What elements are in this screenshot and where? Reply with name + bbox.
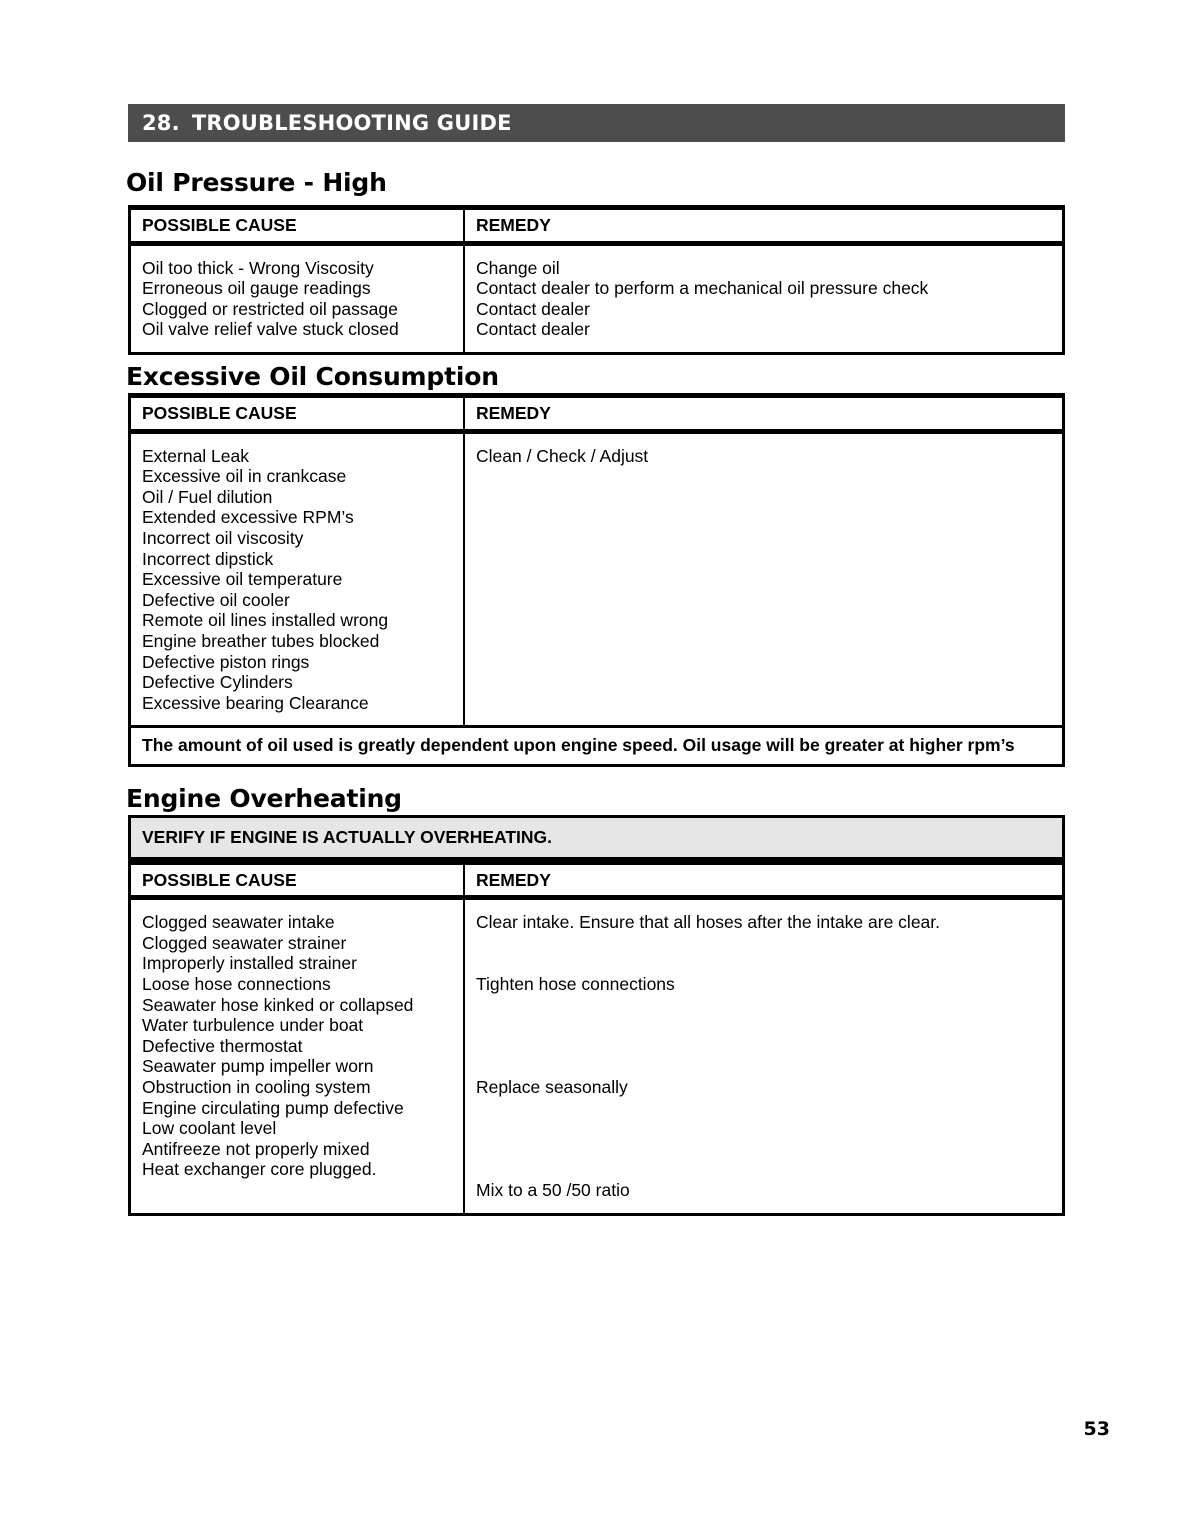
chapter-title: TROUBLESHOOTING GUIDE [191, 111, 512, 135]
list-item: Clogged or restricted oil passage [142, 298, 398, 319]
spacer [476, 1036, 1052, 1057]
list-item: Defective piston rings [142, 651, 310, 672]
section-heading-excessive-oil-consumption: Excessive Oil Consumption [126, 362, 499, 391]
list-item: Engine breather tubes blocked [142, 630, 380, 651]
column-header-remedy: REMEDY [476, 403, 551, 423]
table-excessive-oil-consumption [128, 393, 1065, 767]
list-item: Low coolant level [142, 1118, 277, 1139]
spacer [476, 1056, 1052, 1077]
list-item: Contact dealer to perform a mechanical oil pressure check [476, 278, 929, 299]
list-item: External Leak [142, 445, 250, 466]
column-header-possible-cause: POSSIBLE CAUSE [131, 863, 465, 898]
list-item: Clean / Check / Adjust [476, 445, 649, 466]
table-oil-pressure-high [128, 205, 1065, 355]
spacer [476, 933, 1052, 954]
cell-remedies [465, 900, 1062, 1212]
verify-overheating-text: VERIFY IF ENGINE IS ACTUALLY OVERHEATING. [142, 827, 553, 847]
column-header-remedy: REMEDY [476, 215, 551, 235]
list-item: Loose hose connections [142, 973, 331, 994]
section-heading-oil-pressure-high: Oil Pressure - High [126, 168, 387, 197]
oil-usage-note: The amount of oil used is greatly dependent upon engine speed. Oil usage will be greater at higher rpm’s [142, 735, 1015, 756]
list-item: Seawater hose kinked or collapsed [142, 994, 414, 1015]
spacer [476, 995, 1052, 1016]
table-header-row [131, 393, 1062, 434]
list-item: Incorrect oil viscosity [142, 527, 304, 548]
list-item: Obstruction in cooling system [142, 1076, 371, 1097]
list-item: Extended excessive RPM’s [142, 507, 354, 528]
verify-overheating-banner-row [131, 815, 1062, 860]
table-note-row [131, 728, 1062, 767]
spacer [476, 1139, 1052, 1160]
cell-remedies [465, 246, 1062, 352]
table-body-row [131, 434, 1062, 729]
list-item: Improperly installed strainer [142, 953, 357, 974]
list-item: Defective oil cooler [142, 589, 290, 610]
column-header-possible-cause: POSSIBLE CAUSE [131, 396, 465, 431]
table-header-row [131, 860, 1062, 901]
chapter-number: 28. [142, 111, 180, 135]
table-body-row [131, 900, 1062, 1215]
chapter-header-bar [128, 104, 1065, 142]
list-item: Oil too thick - Wrong Viscosity [142, 257, 374, 278]
list-item: Incorrect dipstick [142, 548, 274, 569]
list-item: Oil / Fuel dilution [142, 486, 273, 507]
list-item: Contact dealer [476, 298, 590, 319]
spacer [476, 953, 1052, 974]
list-item: Tighten hose connections [476, 973, 675, 994]
list-item: Excessive oil in crankcase [142, 466, 347, 487]
list-item: Oil valve relief valve stuck closed [142, 319, 399, 340]
list-item: Excessive bearing Clearance [142, 692, 369, 713]
table-body-row [131, 246, 1062, 355]
column-header-possible-cause: POSSIBLE CAUSE [131, 208, 465, 243]
list-item: Excessive oil temperature [142, 569, 343, 590]
list-item: Seawater pump impeller worn [142, 1056, 374, 1077]
list-item: Clogged seawater strainer [142, 932, 347, 953]
page-number: 53 [1083, 1418, 1110, 1440]
list-item: Heat exchanger core plugged. [142, 1159, 377, 1180]
list-item: Water turbulence under boat [142, 1015, 364, 1036]
list-item: Antifreeze not properly mixed [142, 1138, 370, 1159]
list-item: Engine circulating pump defective [142, 1097, 404, 1118]
column-header-remedy: REMEDY [476, 869, 551, 890]
list-item: Replace seasonally [476, 1076, 628, 1097]
section-heading-engine-overheating: Engine Overheating [126, 784, 402, 813]
list-item: Contact dealer [476, 319, 590, 340]
list-item: Erroneous oil gauge readings [142, 278, 371, 299]
list-item: Change oil [476, 257, 560, 278]
list-item: Mix to a 50 /50 ratio [476, 1179, 630, 1200]
list-item: Defective thermostat [142, 1035, 303, 1056]
spacer [476, 1098, 1052, 1119]
spacer [476, 1015, 1052, 1036]
table-header-row [131, 205, 1062, 246]
cell-possible-causes [131, 900, 465, 1212]
cell-possible-causes [131, 434, 465, 726]
cell-possible-causes [131, 246, 465, 352]
list-item: Remote oil lines installed wrong [142, 610, 389, 631]
cell-remedies [465, 434, 1062, 726]
list-item: Clogged seawater intake [142, 912, 335, 933]
list-item: Defective Cylinders [142, 672, 293, 693]
list-item: Clear intake. Ensure that all hoses after the intake are clear. [476, 912, 941, 933]
table-engine-overheating [128, 815, 1065, 1216]
spacer [476, 1118, 1052, 1139]
spacer [476, 1159, 1052, 1180]
